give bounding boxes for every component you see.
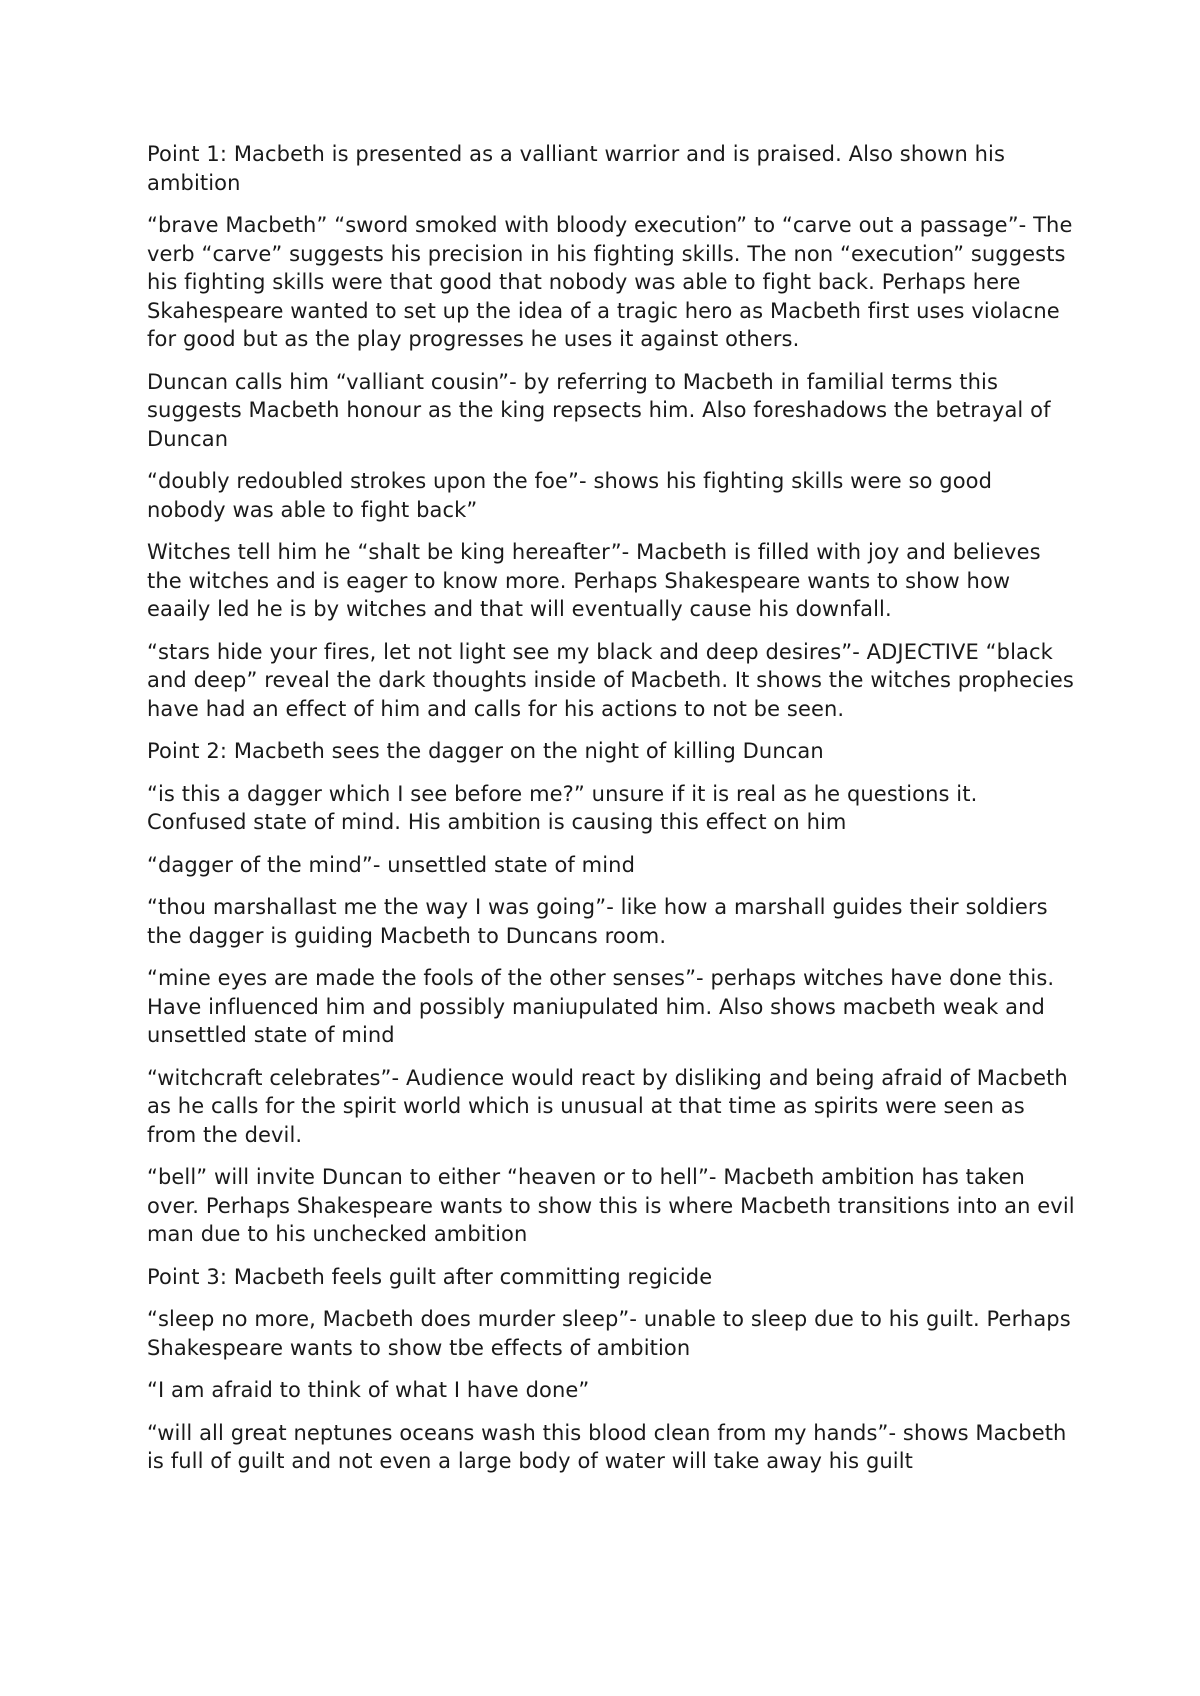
paragraph-stars-hide: “stars hide your fires, let not light see my black and deep desires”- ADJECTIVE “black and deep” reveal the dark thoughts inside of Macbeth. It shows the witches prophecies have had an effect of him and calls for his actions to not be seen. bbox=[147, 639, 1074, 721]
paragraph-sleep-no-more: “sleep no more, Macbeth does murder sleep”- unable to sleep due to his guilt. Perhaps Shakespeare wants to show tbe effects of ambition bbox=[147, 1307, 1071, 1360]
paragraph-dagger: “is this a dagger which I see before me?” unsure if it is real as he questions it. Confused state of mind. His ambition is causing this effect on him bbox=[147, 781, 978, 834]
paragraph-afraid-to-think: “I am afraid to think of what I have done” bbox=[147, 1378, 590, 1402]
paragraph-dagger-of-mind: “dagger of the mind”- unsettled state of mind bbox=[147, 852, 636, 877]
paragraph-mine-eyes: “mine eyes are made the fools of the other senses”- perhaps witches have done this. Have influenced him and possibly maniupulated him. Also shows macbeth weak and unsettled state of mind bbox=[147, 966, 1055, 1047]
paragraph-neptunes-oceans: “will all great neptunes oceans wash this blood clean from my hands”- shows Macbeth is full of guilt and not even a large body of water will take away his guilt bbox=[147, 1420, 1067, 1473]
paragraph-witchcraft: “witchcraft celebrates”- Audience would react by disliking and being afraid of Macbeth as he calls for the spirit world which is unusual at that time as spirits were seen as from the devil. bbox=[147, 1065, 1068, 1147]
point-2-heading: Point 2: Macbeth sees the dagger on the night of killing Duncan bbox=[147, 739, 824, 763]
paragraph-witches-prophecy: Witches tell him he “shalt be king hereafter”- Macbeth is filled with joy and believes the witches and is eager to know more. Perhaps Shakespeare wants to show how eaaily led he is by witches and that will eventually cause his downfall. bbox=[147, 540, 1041, 621]
document-page bbox=[147, 140, 1077, 1490]
paragraph-valliant-cousin: Duncan calls him “valliant cousin”- by referring to Macbeth in familial terms this suggests Macbeth honour as the king repsects him. Also foreshadows the betrayal of Duncan bbox=[147, 369, 1051, 451]
point-3-heading: Point 3: Macbeth feels guilt after committing regicide bbox=[147, 1264, 713, 1289]
paragraph-doubly-redoubled: “doubly redoubled strokes upon the foe”- shows his fighting skills were so good nobody was able to fight back” bbox=[147, 469, 993, 522]
paragraph-brave-macbeth: “brave Macbeth” “sword smoked with bloody execution” to “carve out a passage”- The verb “carve” suggests his precision in his fighting skills. The non “execution” suggests his fighting skills were that good that nobody was able to fight back. Perhaps here Skahespeare wanted to set up the idea of a tragic hero as Macbeth first uses violacne for good but as the play progresses he uses it against others. bbox=[147, 213, 1073, 351]
paragraph-bell: “bell” will invite Duncan to either “heaven or to hell”- Macbeth ambition has taken over. Perhaps Shakespeare wants to show this is where Macbeth transitions into an evil man due to his unchecked ambition bbox=[147, 1165, 1075, 1246]
point-1-heading: Point 1: Macbeth is presented as a valliant warrior and is praised. Also shown his ambition bbox=[147, 142, 1006, 195]
paragraph-marshallast: “thou marshallast me the way I was going”- like how a marshall guides their soldiers the dagger is guiding Macbeth to Duncans room. bbox=[147, 895, 1048, 948]
